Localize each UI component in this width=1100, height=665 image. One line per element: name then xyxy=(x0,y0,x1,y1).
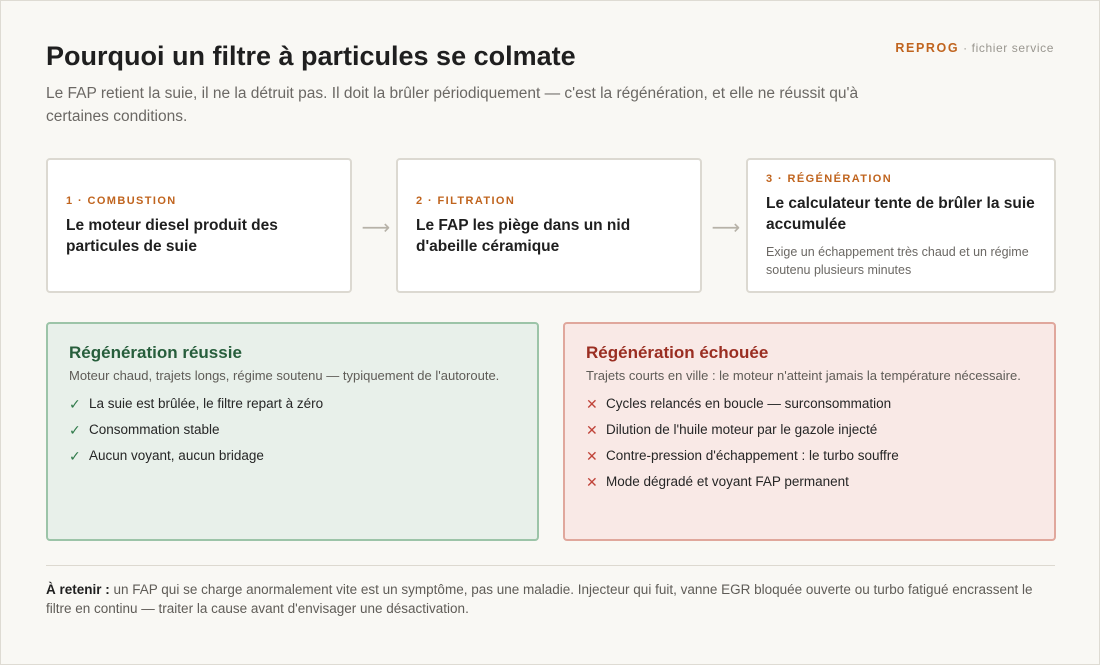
list-item-text: La suie est brûlée, le filtre repart à zéro xyxy=(89,396,324,411)
takeaway-text: un FAP qui se charge anormalement vite est un symptôme, pas une maladie. Injecteur qui fuit, vanne EGR bloquée ouverte ou turbo fatigué encrassent le filtre en continu — traiter la cause avant d'envisager une désactivation. xyxy=(46,582,1033,616)
cross-icon: ✕ xyxy=(586,448,598,464)
brand-name: REPROG xyxy=(895,41,960,55)
success-panel xyxy=(46,322,539,541)
flow-arrow-icon: ⟶ xyxy=(361,217,391,239)
failure-title: Régénération échouée xyxy=(586,343,769,362)
step-heading: Le FAP les piège dans un nid d'abeille céramique xyxy=(416,216,631,255)
list-item xyxy=(586,421,1033,439)
page-title: Pourquoi un filtre à particules se colmate xyxy=(46,41,576,71)
step-label: 2 · FILTRATION xyxy=(416,194,516,207)
step-label: 1 · COMBUSTION xyxy=(66,194,177,207)
step-label: 3 · RÉGÉNÉRATION xyxy=(766,172,893,185)
list-item-text: Consommation stable xyxy=(89,422,220,437)
list-item xyxy=(586,447,1033,465)
step-combustion xyxy=(46,158,352,293)
list-item-text: Mode dégradé et voyant FAP permanent xyxy=(606,474,849,489)
step-description: Exige un échappement très chaud et un régime soutenu plusieurs minutes xyxy=(766,244,1029,277)
list-item-text: Dilution de l'huile moteur par le gazole injecté xyxy=(606,422,878,437)
check-icon: ✓ xyxy=(69,448,81,464)
step-filtration xyxy=(396,158,702,293)
failure-list xyxy=(586,395,1033,491)
cross-icon: ✕ xyxy=(586,396,598,412)
page-subtitle: Le FAP retient la suie, il ne la détruit pas. Il doit la brûler périodiquement — c'est la régénération, et elle ne réussit qu'à certaines conditions. xyxy=(46,85,859,125)
brand-suffix: fichier service xyxy=(971,41,1054,55)
check-icon: ✓ xyxy=(69,396,81,412)
list-item-text: Contre-pression d'échappement : le turbo souffre xyxy=(606,448,899,463)
brand-tag xyxy=(895,41,1054,55)
list-item xyxy=(586,473,1033,491)
success-list xyxy=(69,395,516,465)
cross-icon: ✕ xyxy=(586,474,598,490)
list-item-text: Aucun voyant, aucun bridage xyxy=(89,448,264,463)
takeaway-lead: À retenir : xyxy=(46,582,110,597)
divider xyxy=(46,565,1055,566)
flow-arrow-icon: ⟶ xyxy=(711,217,741,239)
list-item xyxy=(69,395,516,413)
success-lead: Moteur chaud, trajets longs, régime soutenu — typiquement de l'autoroute. xyxy=(69,368,500,383)
check-icon: ✓ xyxy=(69,422,81,438)
list-item xyxy=(69,421,516,439)
step-regeneration xyxy=(746,158,1056,293)
brand-separator: · xyxy=(963,41,972,55)
takeaway-note xyxy=(46,580,1046,618)
list-item xyxy=(586,395,1033,413)
list-item xyxy=(69,447,516,465)
step-heading: Le calculateur tente de brûler la suie accumulée xyxy=(766,194,1035,233)
failure-panel xyxy=(563,322,1056,541)
failure-lead: Trajets courts en ville : le moteur n'atteint jamais la température nécessaire. xyxy=(586,368,1021,383)
step-heading: Le moteur diesel produit des particules de suie xyxy=(66,216,278,255)
success-title: Régénération réussie xyxy=(69,343,242,362)
cross-icon: ✕ xyxy=(586,422,598,438)
list-item-text: Cycles relancés en boucle — surconsommation xyxy=(606,396,892,411)
